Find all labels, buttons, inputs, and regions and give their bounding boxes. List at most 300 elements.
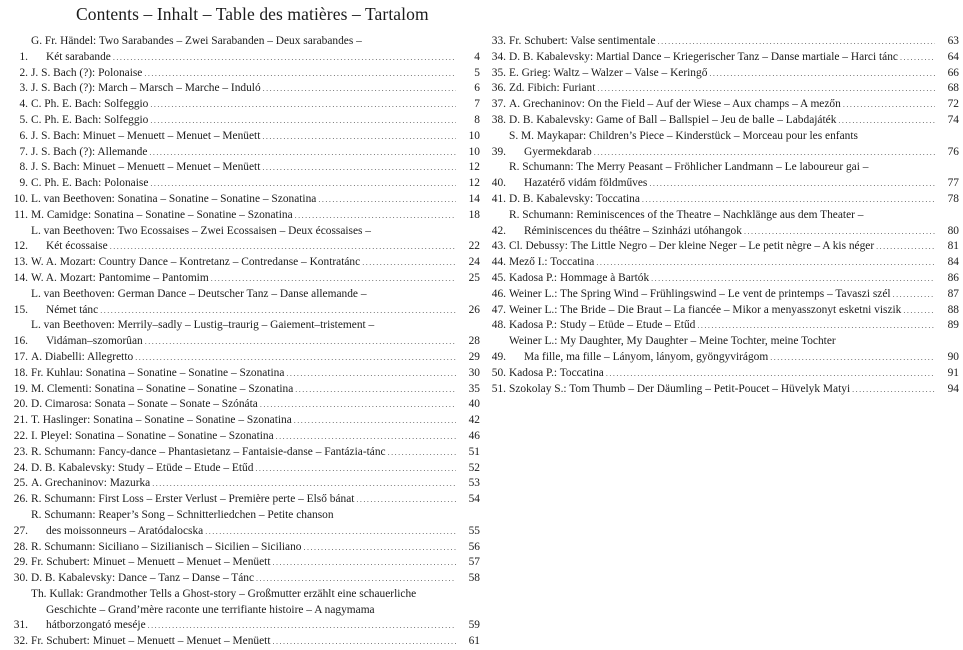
dot-leader (256, 571, 456, 587)
page-number: 59 (468, 619, 480, 632)
entry-number: 11. (14, 208, 28, 221)
dot-leader (356, 492, 456, 508)
toc-entry (6, 366, 480, 382)
entry-title-line: L. van Beethoven: Merrily–sadly – Lustig–traurig – Gaiement–tristement – (31, 319, 375, 332)
entry-title-line: D. B. Kabalevsky: Toccatina (509, 192, 640, 205)
dot-leader (273, 634, 457, 650)
entry-title-line: D. Cimarosa: Sonata – Sonate – Sonate – Szónáta (31, 398, 258, 411)
page-number: 24 (468, 256, 480, 269)
entry-title-line: R. Schumann: Fancy-dance – Phantasietanz – Fantaisie-danse – Fantázia-tánc (31, 445, 386, 458)
entry-number: 31. (13, 619, 28, 632)
entry-number: 28. (13, 540, 28, 553)
dot-leader (362, 255, 456, 271)
dot-leader (893, 287, 935, 303)
entry-number: 23. (13, 445, 28, 458)
entry-title-line: A. Diabelli: Allegretto (31, 350, 134, 363)
entry-title-line: C. Ph. E. Bach: Polonaise (31, 177, 149, 190)
entry-title (31, 255, 480, 271)
page-number: 26 (468, 303, 480, 316)
entry-title-line: Weiner L.: The Spring Wind – Frühlingswind – Le vent de printemps – Tavaszi szél (509, 287, 891, 300)
entry-title (31, 555, 480, 571)
page-number: 51 (468, 445, 480, 458)
entry-title-line: D. B. Kabalevsky: Martial Dance – Kriegerischer Tanz – Danse martiale – Harci tánc (509, 50, 898, 63)
toc-entry (6, 145, 480, 161)
dot-leader (294, 413, 456, 429)
entry-title-line: R. Schumann: Reminiscences of the Theatre – Nachklänge aus dem Theater – (509, 208, 864, 221)
entry-number: 40. (491, 177, 506, 190)
page-number: 74 (947, 113, 959, 126)
toc-entry (484, 129, 959, 161)
entry-title-line: J. S. Bach: Minuet – Menuett – Menuet – Menüett (31, 161, 261, 174)
page-number: 28 (468, 335, 480, 348)
entry-number: 24. (13, 461, 28, 474)
entry-title (509, 81, 959, 97)
dot-leader (304, 540, 456, 556)
dot-leader (150, 97, 456, 113)
entry-title-line: Két écossaise (46, 240, 108, 253)
entry-title-line: L. van Beethoven: Sonatina – Sonatine – Sonatine – Szonatina (31, 192, 317, 205)
entry-number: 30. (13, 572, 28, 585)
toc-entry (484, 97, 959, 113)
page-number: 94 (947, 382, 959, 395)
entry-title-line: hátborzongató meséje (46, 619, 146, 632)
page-number: 35 (468, 382, 480, 395)
entry-title-line: Két sarabande (46, 50, 111, 63)
entry-number: 25. (13, 477, 28, 490)
page-number: 30 (468, 366, 480, 379)
entry-title (31, 271, 480, 287)
dot-leader (100, 303, 456, 319)
toc-entry (6, 271, 480, 287)
dot-leader (211, 271, 456, 287)
entry-title (509, 192, 959, 208)
entry-number: 37. (491, 98, 506, 111)
entry-title-line: J. S. Bach (?): Polonaise (31, 66, 143, 79)
toc-entry (484, 271, 959, 287)
dot-leader (649, 176, 935, 192)
page-number: 80 (947, 224, 959, 237)
entry-title (509, 303, 959, 319)
entry-number: 42. (491, 224, 506, 237)
entry-number: 20. (13, 398, 28, 411)
entry-number: 43. (491, 240, 506, 253)
toc-entry (6, 540, 480, 556)
entry-title-line: Gyermekdarab (524, 145, 592, 158)
entry-title-line: G. Fr. Händel: Two Sarabandes – Zwei Sarabanden – Deux sarabandes – (31, 35, 362, 47)
entry-title-line: A. Grechaninov: Mazurka (31, 477, 151, 490)
toc-entry (6, 97, 480, 113)
entry-number: 5. (19, 113, 28, 126)
entry-number: 44. (491, 256, 506, 269)
dot-leader (135, 350, 456, 366)
page-number: 57 (468, 556, 480, 569)
entry-title-line: Weiner L.: My Daughter, My Daughter – Meine Tochter, meine Tochter (509, 335, 836, 348)
page-number: 5 (474, 66, 480, 79)
entry-title (31, 34, 480, 66)
entry-number: 49. (491, 350, 506, 363)
dot-leader (843, 97, 935, 113)
toc-entry (6, 350, 480, 366)
dot-leader (110, 239, 456, 255)
entry-number: 9. (19, 177, 28, 190)
dot-leader (273, 555, 457, 571)
entry-number: 51. (491, 382, 506, 395)
dot-leader (276, 429, 456, 445)
entry-title (31, 571, 480, 587)
toc-entry (484, 113, 959, 129)
dot-leader (900, 50, 935, 66)
dot-leader (262, 129, 456, 145)
entry-title (509, 129, 959, 161)
toc-entry (6, 461, 480, 477)
toc-entry (484, 66, 959, 82)
entry-title (31, 413, 480, 429)
entry-title (31, 429, 480, 445)
entry-number: 41. (491, 192, 506, 205)
entry-title-line: Geschichte – Grand’mère raconte une terrifiante histoire – A nagymama (46, 603, 375, 616)
dot-leader (149, 145, 456, 161)
dot-leader (744, 224, 935, 240)
entry-title (509, 382, 959, 398)
entry-number: 17. (13, 350, 28, 363)
entry-title (31, 287, 480, 319)
toc-entry (484, 318, 959, 334)
dot-leader (318, 192, 456, 208)
page-number: 86 (947, 271, 959, 284)
page-number: 10 (468, 145, 480, 158)
entry-title-line: A. Grechaninov: On the Field – Auf der Wiese – Aux champs – A mezőn (509, 98, 841, 111)
entry-number: 29. (13, 556, 28, 569)
entry-title (31, 476, 480, 492)
entry-title-line: Vidáman–szomorûan (46, 335, 143, 348)
entry-title (31, 587, 480, 634)
entry-title-line: Réminiscences du théâtre – Szinházi utóhangok (524, 224, 742, 237)
dot-leader (903, 303, 935, 319)
entry-title-line: L. van Beethoven: German Dance – Deutscher Tanz – Danse allemande – (31, 287, 367, 300)
entry-number: 27. (13, 524, 28, 537)
entry-title (31, 113, 480, 129)
toc-entry (6, 318, 480, 350)
entry-number: 33. (491, 35, 506, 47)
entry-title-line: Ma fille, ma fille – Lányom, lányom, gyöngyvirágom (524, 350, 769, 363)
entry-title-line: Mező I.: Toccatina (509, 256, 595, 269)
dot-leader (263, 81, 456, 97)
entry-number: 38. (491, 113, 506, 126)
toc-entry (484, 208, 959, 240)
entry-title-line: J. S. Bach (?): Allemande (31, 145, 148, 158)
entry-title-line: R. Schumann: Siciliano – Sizilianisch – Sicilien – Siciliano (31, 540, 302, 553)
page-number: 76 (947, 145, 959, 158)
entry-title-line: D. B. Kabalevsky: Dance – Tanz – Danse – Tánc (31, 572, 255, 585)
toc-entry (6, 413, 480, 429)
toc-entry (484, 255, 959, 271)
entry-title-line: W. A. Mozart: Pantomime – Pantomim (31, 271, 209, 284)
entry-number: 13. (13, 256, 28, 269)
entry-number: 18. (13, 366, 28, 379)
entry-title-line: Hazatérő vidám földműves (524, 177, 648, 190)
entry-title-line: M. Clementi: Sonatina – Sonatine – Sonatine – Szonatina (31, 382, 294, 395)
dot-leader (852, 382, 935, 398)
dot-leader (606, 366, 935, 382)
entry-number: 45. (491, 271, 506, 284)
entry-number: 21. (13, 414, 28, 427)
entry-number: 6. (19, 129, 28, 142)
entry-number: 46. (491, 287, 506, 300)
toc-entry (6, 634, 480, 650)
dot-leader (709, 66, 935, 82)
entry-title-line: R. Schumann: First Loss – Erster Verlust – Première perte – Első bánat (31, 493, 355, 506)
toc-entry (6, 160, 480, 176)
entry-title-line: Weiner L.: The Bride – Die Braut – La fiancée – Mikor a menyasszonyt esketni viszik (509, 303, 902, 316)
entry-number: 2. (19, 66, 28, 79)
entry-title (509, 255, 959, 271)
entry-title-line: J. S. Bach (?): March – Marsch – Marche – Induló (31, 82, 261, 95)
entry-title-line: Szokolay S.: Tom Thumb – Der Däumling – Petit-Poucet – Hüvelyk Matyi (509, 382, 851, 395)
dot-leader (642, 192, 935, 208)
dot-leader (876, 239, 935, 255)
entry-title-line: Fr. Kuhlau: Sonatina – Sonatine – Sonatine – Szonatina (31, 366, 285, 379)
dot-leader (770, 350, 935, 366)
entry-number: 39. (491, 145, 506, 158)
entry-title-line: Fr. Schubert: Valse sentimentale (509, 35, 656, 47)
entry-number: 3. (19, 82, 28, 95)
entry-title-line: Kadosa P.: Toccatina (509, 366, 604, 379)
entry-title-line: des moissonneurs – Aratódalocska (46, 524, 204, 537)
entry-title (509, 97, 959, 113)
entry-number: 50. (491, 366, 506, 379)
dot-leader (388, 445, 456, 461)
page-number: 90 (947, 350, 959, 363)
entry-number: 4. (19, 98, 28, 111)
page-number: 52 (468, 461, 480, 474)
toc-entry (6, 492, 480, 508)
entry-title-line: Német tánc (46, 303, 99, 316)
entry-title-line: S. M. Maykapar: Children’s Piece – Kinderstück – Morceau pour les enfants (509, 129, 858, 142)
entry-title-line: T. Haslinger: Sonatina – Sonatine – Sonatine – Szonatina (31, 414, 292, 427)
toc-entry (6, 429, 480, 445)
page-number: 66 (947, 66, 959, 79)
dot-leader (145, 334, 456, 350)
page-number: 29 (468, 350, 480, 363)
dot-leader (597, 81, 935, 97)
page-number: 72 (947, 98, 959, 111)
entry-number: 34. (491, 50, 506, 63)
entry-number: 48. (491, 319, 506, 332)
toc-entry (484, 334, 959, 366)
page-number: 42 (468, 414, 480, 427)
toc-entry (6, 555, 480, 571)
entry-title-line: Kadosa P.: Study – Etüde – Etude – Etűd (509, 319, 696, 332)
entry-title (509, 160, 959, 192)
page-number: 77 (947, 177, 959, 190)
entry-title (509, 366, 959, 382)
dot-leader (651, 271, 935, 287)
toc-entry (6, 224, 480, 256)
entry-title-line: J. S. Bach: Minuet – Menuett – Menuet – Menüett (31, 129, 261, 142)
page-number: 55 (468, 524, 480, 537)
dot-leader (150, 176, 456, 192)
entry-title-line: Th. Kullak: Grandmother Tells a Ghost-story – Großmutter erzählt eine schauerliche (31, 587, 417, 600)
entry-title (31, 81, 480, 97)
dot-leader (658, 34, 935, 50)
entry-title-line: R. Schumann: Reaper’s Song – Schnitterliedchen – Petite chanson (31, 508, 334, 521)
page-number: 46 (468, 429, 480, 442)
dot-leader (150, 113, 456, 129)
page-number: 53 (468, 477, 480, 490)
page-number: 68 (947, 82, 959, 95)
entry-title-line: E. Grieg: Waltz – Walzer – Valse – Keringő (509, 66, 708, 79)
page-number: 78 (947, 192, 959, 205)
entry-title (31, 366, 480, 382)
toc-entry (6, 445, 480, 461)
entry-number: 36. (491, 82, 506, 95)
entry-title-line: L. van Beethoven: Two Ecossaises – Zwei Ecossaisen – Deux écossaises – (31, 224, 371, 237)
toc-entry (6, 81, 480, 97)
page-number: 54 (468, 493, 480, 506)
dot-leader (148, 618, 456, 634)
toc-entry (6, 113, 480, 129)
page-number: 4 (474, 50, 480, 63)
entry-title (509, 208, 959, 240)
page-number: 10 (468, 129, 480, 142)
toc-entry (484, 34, 959, 50)
entry-title-line: Fr. Schubert: Minuet – Menuett – Menuet – Menüett (31, 635, 271, 648)
entry-title-line: Fr. Schubert: Minuet – Menuett – Menuet – Menüett (31, 556, 271, 569)
entry-title (509, 66, 959, 82)
entry-title (509, 239, 959, 255)
page-number: 7 (474, 98, 480, 111)
entry-title (31, 397, 480, 413)
page-number: 89 (947, 319, 959, 332)
entry-title (509, 318, 959, 334)
entry-title (509, 34, 959, 50)
toc-entry (6, 587, 480, 634)
dot-leader (295, 382, 456, 398)
entry-number: 10. (13, 192, 28, 205)
entry-number: 15. (13, 303, 28, 316)
entry-number: 19. (13, 382, 28, 395)
dot-leader (697, 318, 935, 334)
toc-entry (484, 287, 959, 303)
page-number: 40 (468, 398, 480, 411)
page-number: 84 (947, 256, 959, 269)
page-number: 64 (947, 50, 959, 63)
dot-leader (205, 524, 456, 540)
dot-leader (838, 113, 935, 129)
entry-title (509, 334, 959, 366)
entry-number: 32. (13, 635, 28, 648)
entry-title-line: R. Schumann: The Merry Peasant – Fröhlicher Landmann – Le laboureur gai – (509, 161, 869, 174)
page-number: 18 (468, 208, 480, 221)
dot-leader (286, 366, 456, 382)
entry-title (31, 461, 480, 477)
dot-leader (255, 461, 456, 477)
page-number: 56 (468, 540, 480, 553)
page-number: 8 (474, 113, 480, 126)
dot-leader (594, 145, 935, 161)
page-number: 22 (468, 240, 480, 253)
entry-title-line: M. Camidge: Sonatina – Sonatine – Sonatine – Szonatina (31, 208, 293, 221)
page-number: 14 (468, 192, 480, 205)
entry-title-line: I. Pleyel: Sonatina – Sonatine – Sonatine – Szonatina (31, 429, 274, 442)
entry-title (31, 145, 480, 161)
entry-number: 1. (19, 50, 28, 63)
toc-entry (484, 382, 959, 398)
toc-entry (6, 397, 480, 413)
page-title: Contents – Inhalt – Table des matières – Tartalom (76, 4, 429, 24)
dot-leader (295, 208, 456, 224)
entry-title (31, 208, 480, 224)
entry-title-line: Kadosa P.: Hommage à Bartók (509, 271, 650, 284)
entry-number: 16. (13, 335, 28, 348)
entry-number: 35. (491, 66, 506, 79)
toc-entry (6, 382, 480, 398)
entry-number: 26. (13, 493, 28, 506)
entry-title-line: Zd. Fibich: Furiant (509, 82, 596, 95)
toc-entry (484, 303, 959, 319)
toc-entry (6, 192, 480, 208)
entry-title (31, 318, 480, 350)
toc-entry (484, 160, 959, 192)
entry-title-line: C. Ph. E. Bach: Solfeggio (31, 98, 149, 111)
entry-title (31, 492, 480, 508)
entry-title (31, 350, 480, 366)
entry-number: 22. (13, 429, 28, 442)
entry-number: 7. (19, 145, 28, 158)
toc-entry (6, 571, 480, 587)
toc-entry (6, 34, 480, 66)
toc-entry (6, 508, 480, 540)
dot-leader (260, 397, 456, 413)
entry-title (509, 271, 959, 287)
entry-title (31, 129, 480, 145)
entry-number: 14. (13, 271, 28, 284)
toc-entry (6, 129, 480, 145)
dot-leader (144, 66, 456, 82)
page-number: 87 (947, 287, 959, 300)
toc-entry (6, 255, 480, 271)
entry-title-line: D. B. Kabalevsky: Game of Ball – Ballspiel – Jeu de balle – Labdajáték (509, 113, 837, 126)
entry-title (31, 160, 480, 176)
entry-title-line: C. Ph. E. Bach: Solfeggio (31, 113, 149, 126)
dot-leader (596, 255, 935, 271)
dot-leader (113, 50, 456, 66)
entry-number: 8. (19, 161, 28, 174)
page-number: 63 (947, 35, 959, 47)
page-number: 6 (474, 82, 480, 95)
entry-title (509, 113, 959, 129)
dot-leader (262, 160, 456, 176)
page-number: 61 (468, 635, 480, 648)
entry-title (31, 192, 480, 208)
entry-title-line: W. A. Mozart: Country Dance – Kontretanz – Contredanse – Kontratánc (31, 256, 361, 269)
entry-title (31, 224, 480, 256)
page-number: 25 (468, 271, 480, 284)
dot-leader (152, 476, 456, 492)
entry-title (31, 382, 480, 398)
entry-number: 12. (13, 240, 28, 253)
contents-column-right (484, 34, 959, 397)
page-number: 58 (468, 572, 480, 585)
entry-title-line: Cl. Debussy: The Little Negro – Der kleine Neger – Le petit nègre – A kis néger (509, 240, 875, 253)
entry-number: 47. (491, 303, 506, 316)
toc-entry (484, 50, 959, 66)
toc-entry (484, 81, 959, 97)
toc-entry (6, 476, 480, 492)
entry-title (31, 634, 480, 650)
toc-entry (484, 192, 959, 208)
contents-column-left (6, 34, 480, 650)
